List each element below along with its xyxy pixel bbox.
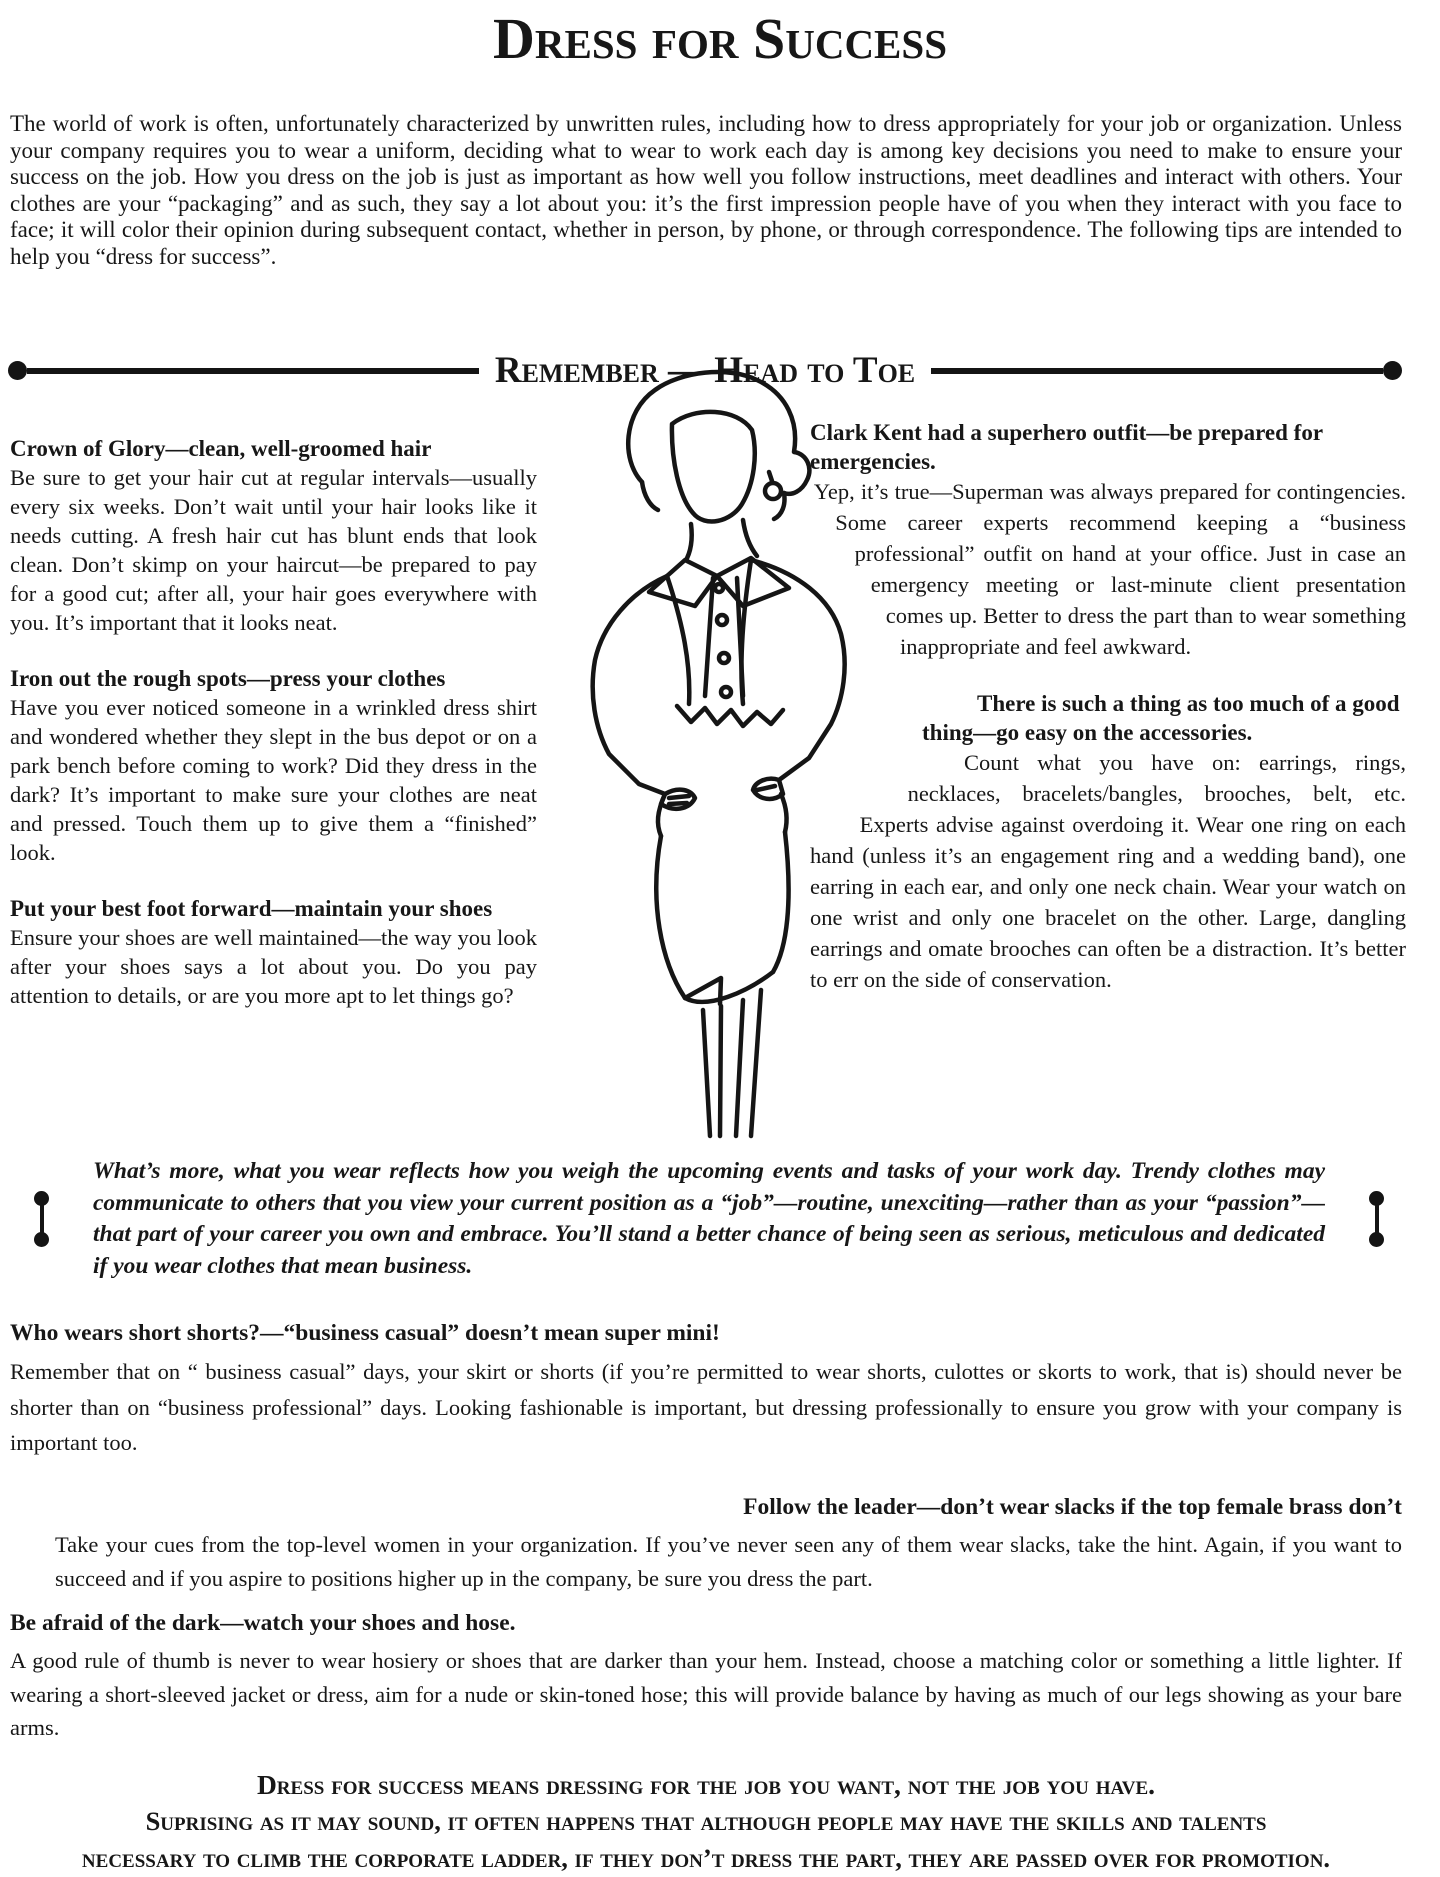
button-icon — [717, 615, 727, 625]
section-body: Remember that on “ business casual” days, your skirt or shorts (if you’re permitted to wear shorts, culottes or skorts to work, that is) should never be shorter than on “business professional” days. Looking fashionable is important, but dressing professionally to ensure you grow with your company is important too. — [10, 1359, 1402, 1455]
section-header-remember-head-to-toe: Remember — Head to Toe — [494, 350, 916, 391]
section-body: Yep, it’s true—Superman was always prepared for contingencies. Some career experts recommend keeping a “business professional” outfit on hand at your office. Just in case an emergency meeting or last-minute client presentation comes up. Better to dress the part than to wear something inappropriate and feel awkward. — [813, 479, 1406, 659]
section-clark-kent — [810, 418, 1406, 662]
intro-paragraph: The world of work is often, unfortunately characterized by unwritten rules, including how to dress appropriately for your job or organization. Unless your company requires you to wear a uniform, deciding what to wear to work each day is among key decisions you need to make to ensure your success on the job. How you dress on the job is just as important as how well you follow instructions, meet deadlines and interact with others. Your clothes are your “packaging” and as such, they say a lot about you: it’s the first impression people have of you when they interact with you face to face; it will color their opinion during subsequent contact, whether in person, by phone, or through correspondence. The following tips are intended to help you “dress for success”. — [10, 111, 1402, 269]
button-icon — [715, 584, 723, 592]
separator-dot-left-icon — [8, 361, 27, 380]
section-follow-the-leader — [10, 1492, 1402, 1595]
section-heading: There is such a thing as too much of a good thing—go easy on the accessories. — [922, 691, 1400, 745]
section-body: Have you ever noticed someone in a wrinkled dress shirt and wondered whether they slept in the bus depot or on a park bench before coming to work? Did they dress in the dark? It’s important to make sure your clothes are neat and pressed. Touch them up to give them a “finished” look. — [10, 695, 537, 865]
pull-quote-block — [0, 1156, 1440, 1282]
page-title: Dress for Success — [492, 6, 948, 71]
closing-line-2: Suprising as it may sound, it often happens that although people may have the skills and talents — [145, 1806, 1267, 1836]
section-body: Count what you have on: earrings, rings, necklaces, bracelets/bangles, brooches, belt, etc. Experts advise against overdoing it. Wear one ring on each hand (unless it’s an engagement ring and a wedding band), one earring in each ear, and only one neck chain. Wear your watch on one wrist and only one bracelet on the other. Large, dangling earrings and omate brooches can often be a distraction. It’s better to err on the side of conservation. — [810, 750, 1406, 992]
left-column — [10, 434, 537, 1037]
separator-rule-left — [27, 368, 479, 374]
button-icon — [719, 653, 729, 663]
button-icon — [721, 687, 731, 697]
section-body: Take your cues from the top-level women in your organization. If you’ve never seen any of them wear slacks, take the hint. Again, if you want to succeed and if you aspire to positions higher up in the company, be sure you dress the part. — [55, 1532, 1402, 1591]
two-column-zone — [0, 400, 1440, 1160]
section-heading: Clark Kent had a superhero outfit—be prepared for emergencies. — [810, 420, 1323, 474]
pushpin-icon — [34, 1191, 49, 1247]
pushpin-icon — [1369, 1191, 1384, 1247]
separator-dot-right-icon — [1383, 361, 1402, 380]
section-iron-out — [10, 664, 537, 867]
section-heading: Be afraid of the dark—watch your shoes and hose. — [10, 1610, 516, 1636]
closing-statement — [10, 1766, 1402, 1877]
section-heading: Iron out the rough spots—press your clothes — [10, 666, 446, 691]
section-best-foot-forward — [10, 894, 537, 1010]
section-short-shorts — [10, 1318, 1402, 1461]
section-body: Ensure your shoes are well maintained—the way you look after your shoes says a lot about you. Do you pay attention to details, or are you more apt to let things go? — [10, 925, 537, 1008]
pull-quote-text: What’s more, what you wear reflects how you weigh the upcoming events and tasks of your work day. Trendy clothes may communicate to others that you view your current position as a “job”—routine, unexciting—rather than as your “passion”—that part of your career you own and embrace. You’ll stand a better chance of being seen as serious, meticulous and dedicated if you wear clothes that mean business. — [93, 1158, 1325, 1279]
section-crown-of-glory — [10, 434, 537, 637]
separator-rule-right — [931, 368, 1383, 374]
section-heading: Crown of Glory—clean, well-groomed hair — [10, 436, 432, 461]
section-heading: Who wears short shorts?—“business casual” doesn’t mean super mini! — [10, 1320, 720, 1346]
section-heading: Follow the leader—don’t wear slacks if the top female brass don’t — [743, 1494, 1402, 1520]
section-afraid-of-the-dark — [10, 1608, 1402, 1745]
section-separator — [8, 352, 1402, 389]
section-body: A good rule of thumb is never to wear hosiery or shoes that are darker than your hem. Instead, choose a matching color or something a little lighter. If wearing a short-sleeved jacket or dress, aim for a nude or skin-toned hose; this will provide balance by having as much of our legs showing as your bare arms. — [10, 1648, 1402, 1740]
right-column — [810, 418, 1406, 1022]
closing-line-3: necessary to climb the corporate ladder, if they don’t dress the part, they are passed over for promotion. — [81, 1843, 1331, 1873]
closing-line-1: Dress for success means dressing for the job you want, not the job you have. — [256, 1769, 1156, 1800]
section-body: Be sure to get your hair cut at regular intervals—usually every six weeks. Don’t wait until your hair looks like it needs cutting. A fresh hair cut has blunt ends that look clean. Don’t skimp on your haircut—be prepared to pay for a good cut; after all, your hair goes everywhere with you. It’s important that it looks neat. — [10, 465, 537, 635]
section-heading: Put your best foot forward—maintain your shoes — [10, 896, 493, 921]
earring-icon — [765, 483, 781, 499]
